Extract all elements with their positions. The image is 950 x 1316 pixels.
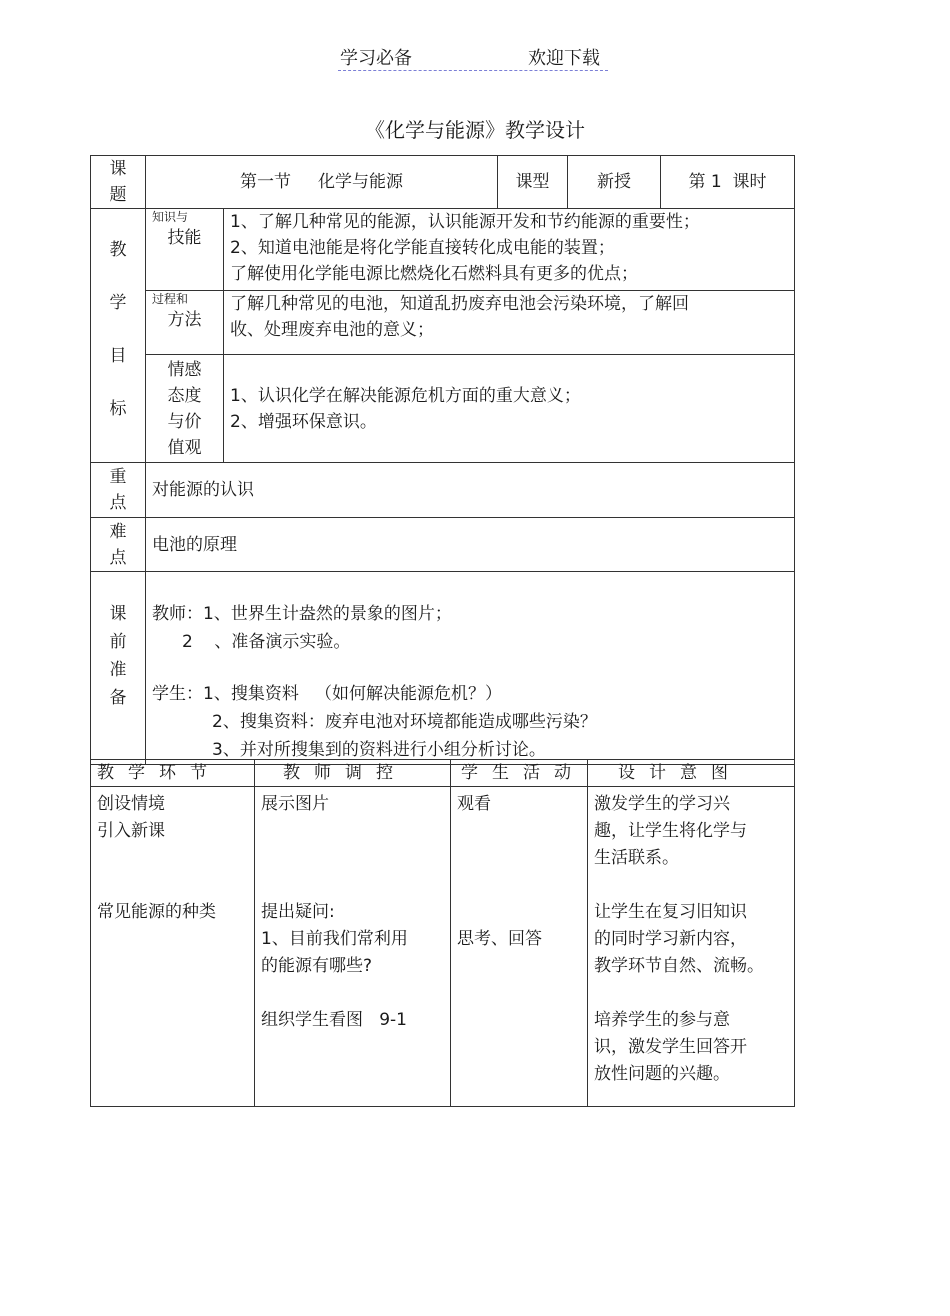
emotion-label-line: 态度 bbox=[167, 385, 202, 406]
knowledge-label-main: 技能 bbox=[167, 228, 202, 248]
stage-text: 常见能源的种类 bbox=[97, 902, 216, 922]
period-value: 第 1 课时 bbox=[661, 156, 795, 209]
prep-content bbox=[146, 572, 795, 765]
teacher-text: 1、目前我们常利用 bbox=[261, 929, 408, 949]
knowledge-line: 了解使用化学能电源比燃烧化石燃料具有更多的优点； bbox=[230, 264, 638, 284]
topic-label: 课 题 bbox=[91, 156, 146, 209]
difficulty-label-char: 点 bbox=[109, 547, 127, 568]
intent-text: 的同时学习新内容， bbox=[594, 929, 747, 949]
intent-text: 激发学生的学习兴 bbox=[594, 794, 730, 814]
objective-knowledge-row bbox=[91, 209, 795, 291]
key-point-label bbox=[91, 463, 146, 518]
intent-text: 放性问题的兴趣。 bbox=[594, 1064, 730, 1084]
prep-line: 3、并对所搜集到的资料进行小组分析讨论。 bbox=[212, 740, 546, 760]
process-body-row bbox=[91, 787, 795, 1107]
prep-line: 2 、准备演示实验。 bbox=[182, 632, 351, 652]
teacher-text: 展示图片 bbox=[261, 794, 329, 814]
process-label-main: 方法 bbox=[167, 310, 202, 330]
prep-line: 教师：1、世界生计盎然的景象的图片； bbox=[152, 604, 452, 624]
student-cell bbox=[451, 787, 588, 1107]
knowledge-content bbox=[224, 209, 795, 291]
emotion-label-line: 与价 bbox=[167, 411, 202, 432]
difficulty-value: 电池的原理 bbox=[146, 518, 795, 572]
prep-label-char: 前 bbox=[109, 632, 127, 652]
objective-process-row bbox=[91, 291, 795, 355]
stage-cell bbox=[91, 787, 255, 1107]
key-point-row bbox=[91, 463, 795, 518]
student-text: 观看 bbox=[457, 794, 491, 814]
intent-text: 教学环节自然、流畅。 bbox=[594, 956, 764, 976]
prep-label bbox=[91, 572, 146, 765]
teacher-text: 的能源有哪些? bbox=[261, 956, 373, 976]
key-point-value: 对能源的认识 bbox=[146, 463, 795, 518]
topic-value: 第一节 化学与能源 bbox=[146, 156, 498, 209]
intent-cell bbox=[588, 787, 795, 1107]
difficulty-label-char: 难 bbox=[109, 521, 127, 542]
objectives-label-char: 教 bbox=[109, 240, 127, 260]
lesson-type-value: 新授 bbox=[568, 156, 661, 209]
objectives-label-char: 学 bbox=[109, 293, 127, 313]
prep-row bbox=[91, 572, 795, 765]
key-point-label-char: 点 bbox=[109, 493, 127, 513]
teacher-text: 提出疑问: bbox=[261, 902, 335, 922]
teacher-text: 组织学生看图 9-1 bbox=[261, 1010, 407, 1030]
process-line: 了解几种常见的电池，知道乱扔废弃电池会污染环境，了解回 bbox=[230, 294, 689, 314]
knowledge-line: 2、知道电池能是将化学能直接转化成电能的装置； bbox=[230, 238, 615, 258]
topic-row bbox=[91, 156, 795, 209]
emotion-label bbox=[146, 355, 224, 463]
intent-text: 趣，让学生将化学与 bbox=[594, 821, 747, 841]
stage-text: 创设情境 bbox=[97, 794, 165, 814]
knowledge-label bbox=[146, 209, 224, 291]
teaching-process-table bbox=[90, 759, 795, 1107]
knowledge-line: 1、了解几种常见的能源，认识能源开发和节约能源的重要性； bbox=[230, 212, 700, 232]
emotion-content bbox=[224, 355, 795, 463]
lesson-type-label: 课型 bbox=[498, 156, 568, 209]
prep-label-char: 备 bbox=[109, 688, 127, 708]
student-text: 思考、回答 bbox=[457, 929, 542, 949]
intent-text: 生活联系。 bbox=[594, 848, 679, 868]
objectives-label-char: 标 bbox=[109, 399, 127, 419]
intent-text: 培养学生的参与意 bbox=[594, 1010, 730, 1030]
header-student: 学生活动 bbox=[451, 760, 588, 787]
prep-label-char: 课 bbox=[109, 604, 127, 624]
difficulty-label bbox=[91, 518, 146, 572]
lesson-info-table bbox=[90, 155, 795, 765]
stage-text: 引入新课 bbox=[97, 821, 165, 841]
header-stage: 教学环节 bbox=[91, 760, 255, 787]
objective-emotion-row bbox=[91, 355, 795, 463]
header-right-text: 欢迎下载 bbox=[528, 48, 600, 69]
emotion-label-line: 情感 bbox=[167, 359, 202, 380]
page-header bbox=[338, 44, 608, 71]
intent-text: 识，激发学生回答开 bbox=[594, 1037, 747, 1057]
document-title: 《化学与能源》教学设计 bbox=[365, 118, 585, 142]
header-intent: 设计意图 bbox=[588, 760, 795, 787]
process-label-top: 过程和 bbox=[152, 292, 189, 306]
objectives-label bbox=[91, 209, 146, 463]
objectives-label-char: 目 bbox=[109, 346, 127, 366]
prep-label-char: 准 bbox=[109, 660, 127, 680]
process-line: 收、处理废弃电池的意义； bbox=[230, 320, 434, 340]
prep-line: 学生：1、搜集资料 （如何解决能源危机？） bbox=[152, 684, 503, 704]
header-left-text: 学习必备 bbox=[340, 48, 412, 69]
knowledge-label-top: 知识与 bbox=[152, 210, 189, 224]
difficulty-row bbox=[91, 518, 795, 572]
key-point-label-char: 重 bbox=[109, 467, 127, 487]
process-label bbox=[146, 291, 224, 355]
process-content bbox=[224, 291, 795, 355]
intent-text: 让学生在复习旧知识 bbox=[594, 902, 747, 922]
emotion-label-line: 值观 bbox=[167, 437, 202, 458]
prep-line: 2、搜集资料：废弃电池对环境都能造成哪些污染？ bbox=[212, 712, 597, 732]
header-teacher: 教师调控 bbox=[255, 760, 451, 787]
process-header-row bbox=[91, 760, 795, 787]
emotion-line: 2、增强环保意识。 bbox=[230, 411, 377, 432]
teacher-cell bbox=[255, 787, 451, 1107]
emotion-line: 1、认识化学在解决能源危机方面的重大意义； bbox=[230, 385, 581, 406]
